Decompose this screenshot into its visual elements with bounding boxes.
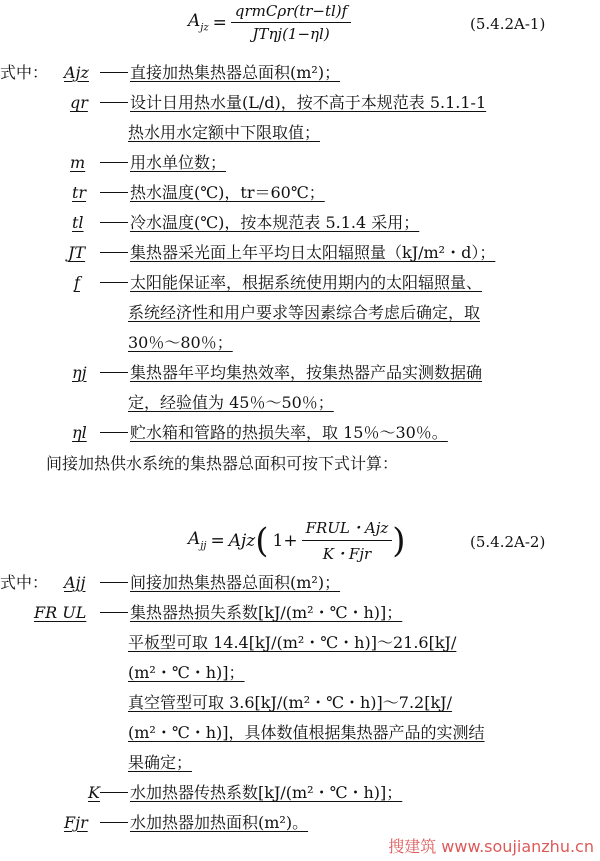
definition-symbol: tr <box>72 183 87 202</box>
em-dash <box>100 252 128 253</box>
definition-row <box>0 778 600 808</box>
definition-symbol: tl <box>72 213 84 232</box>
definition-symbol: m <box>70 153 86 172</box>
definition-row <box>0 88 600 118</box>
em-dash <box>100 162 128 163</box>
em-dash <box>100 582 128 583</box>
definition-row <box>0 568 600 598</box>
em-dash <box>100 432 128 433</box>
em-dash <box>100 372 128 373</box>
formula-2-fraction <box>302 517 393 564</box>
definition-symbol: Fjr <box>64 813 88 832</box>
formula-1-numerator: qrmCρr(tr−tl)f <box>231 2 351 23</box>
definition-symbol: Ajj <box>64 573 86 592</box>
em-dash <box>100 222 128 223</box>
definition-continuation: (m²・℃・h)]； <box>128 663 245 682</box>
definition-text: 冷水温度(℃)，按本规范表 5.1.4 采用； <box>130 213 420 232</box>
definition-text: 设计日用热水量(L/d)，按不高于本规范表 5.1.1-1 <box>130 93 487 112</box>
definition-text: 水加热器加热面积(m²)。 <box>130 813 309 832</box>
definition-text: 间接加热集热器总面积(m²)； <box>130 573 341 592</box>
formula-1: $A_{jz}$ = $\frac{\text{qrmCρr(tr−tl)f}}{\text{JTηj(1−ηl)}}$ <box>188 2 351 43</box>
definition-row <box>0 358 600 388</box>
em-dash <box>100 822 128 823</box>
where-label: 式中： <box>0 63 49 82</box>
formula-2-denominator: K・Fjr <box>322 545 372 563</box>
em-dash <box>100 282 128 283</box>
formula-1-lhs: $A_{jz}$ <box>188 11 209 34</box>
formula-2: $A_{jj}$ = Ajz ( 1+ $\frac{\text{FRUL・Ajz}}{\text{K・Fjr}}$ ) <box>188 519 406 563</box>
watermark: 搜建筑 www.soujianzhu.cn <box>388 837 594 856</box>
definition-continuation: 系统经济性和用户要求等因素综合考虑后确定，取 <box>128 303 481 322</box>
definition-row <box>0 418 600 448</box>
definition-text: 集热器年平均集热效率，按集热器产品实测数据确 <box>130 363 483 382</box>
definition-text: 用水单位数； <box>130 153 227 172</box>
formula-1-fraction <box>231 2 351 43</box>
definition-text: 贮水箱和管路的热损失率，取 15％～30％。 <box>130 423 448 442</box>
paragraph-indirect-heating: 间接加热供水系统的集热器总面积可按下式计算： <box>46 454 399 473</box>
definition-continuation: 平板型可取 14.4[kJ/(m²・℃・h)]～21.6[kJ/ <box>128 633 457 652</box>
definition-symbol: FR UL <box>34 603 87 622</box>
definition-text: 水加热器传热系数[kJ/(m²・℃・h)]； <box>130 783 403 802</box>
em-dash <box>100 192 128 193</box>
formula-1-denominator: JTηj(1−ηl) <box>252 25 330 43</box>
definition-symbol: f <box>74 273 80 292</box>
em-dash <box>100 792 128 793</box>
definition-continuation: 真空管型可取 3.6[kJ/(m²・℃・h)]～7.2[kJ/ <box>128 693 452 712</box>
where-label: 式中： <box>0 573 49 592</box>
formula-2-rhs-term: Ajz <box>228 530 256 551</box>
formula-2-numerator: FRUL・Ajz <box>302 517 393 541</box>
em-dash <box>100 102 128 103</box>
formula-2-lhs: $A_{jj}$ <box>188 529 207 552</box>
definition-symbol: K <box>88 783 100 802</box>
definition-symbol: Ajz <box>64 63 89 82</box>
definition-symbol: ηl <box>72 423 87 442</box>
definition-row <box>0 58 600 88</box>
em-dash <box>100 612 128 613</box>
definition-symbol: qr <box>70 93 88 112</box>
definition-continuation: (m²・℃・h)]，具体数值根据集热器产品的实测结 <box>128 723 485 742</box>
formula-2-tag: (5.4.2A-2) <box>470 533 546 551</box>
definition-row <box>0 148 600 178</box>
definition-row <box>0 598 600 628</box>
definition-text: 集热器热损失系数[kJ/(m²・℃・h)]； <box>130 603 403 622</box>
definition-row <box>0 268 600 298</box>
definition-continuation: 热水用水定额中下限取值； <box>128 123 321 142</box>
definition-symbol: ηj <box>72 363 87 382</box>
definition-text: 太阳能保证率，根据系统使用期内的太阳辐照量、 <box>130 273 483 292</box>
definition-text: 直接加热集热器总面积(m²)； <box>130 63 341 82</box>
definition-row <box>0 208 600 238</box>
em-dash <box>100 72 128 73</box>
definition-symbol: JT <box>68 243 86 262</box>
definition-text: 热水温度(℃)，tr＝60℃； <box>130 183 325 202</box>
definition-continuation: 定，经验值为 45％～50％； <box>128 393 334 412</box>
definition-continuation: 30％～80％； <box>128 333 233 352</box>
definition-continuation: 果确定； <box>128 753 193 772</box>
formula-1-tag: (5.4.2A-1) <box>470 15 546 33</box>
definition-text: 集热器采光面上年平均日太阳辐照量（kJ/m²・d）； <box>130 243 496 262</box>
definition-row <box>0 238 600 268</box>
definition-row <box>0 178 600 208</box>
